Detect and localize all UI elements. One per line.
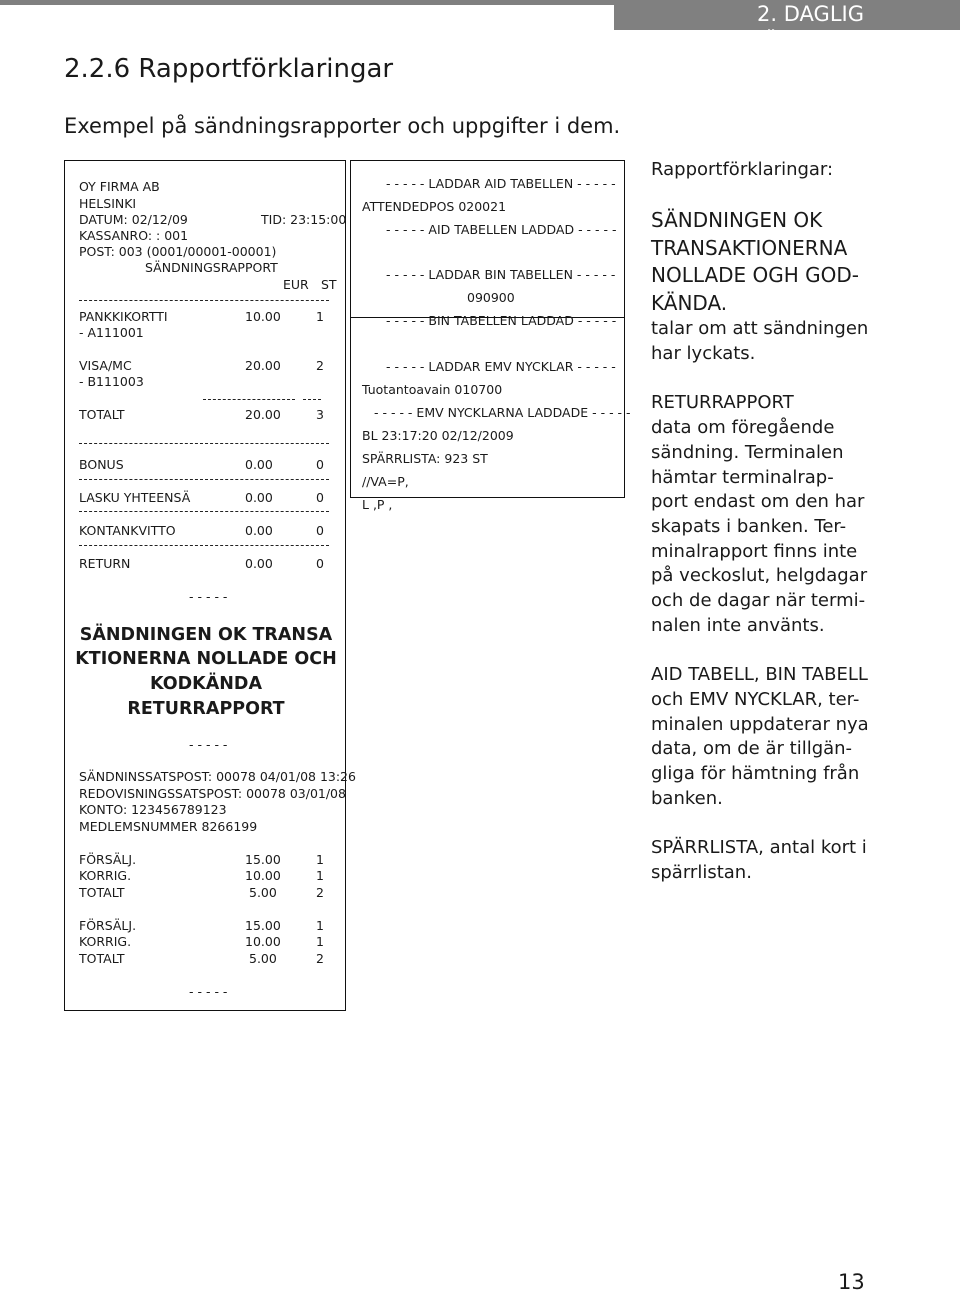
status-line: SÄNDNINGEN OK TRANSA <box>79 625 333 645</box>
explanation-line: på veckoslut, helgdagar <box>651 565 868 587</box>
separator <box>79 443 329 444</box>
bonus-label: BONUS <box>79 457 124 472</box>
receipt2-line: - - - - - EMV NYCKLARNA LADDADE - - - - - <box>374 405 631 420</box>
member-number: MEDLEMSNUMMER 8266199 <box>79 819 258 834</box>
explanation-line: minalen uppdaterar nya <box>651 713 869 735</box>
row-count: 2 <box>316 358 324 373</box>
row-sub: - B111003 <box>79 374 144 389</box>
receipt2-line: Tuotantoavain 010700 <box>362 382 503 397</box>
company-name: OY FIRMA AB <box>79 179 160 194</box>
date: DATUM: 02/12/09 <box>79 212 188 227</box>
explanations-title <box>651 158 891 183</box>
block-amount: 10.00 <box>245 868 281 883</box>
explanation-line: och EMV NYCKLAR, ter- <box>651 688 860 710</box>
separator <box>203 399 295 400</box>
report-explanations <box>651 158 891 910</box>
explanation-line: och de dagar när termi- <box>651 590 866 612</box>
return-label: RETURN <box>79 556 131 571</box>
chapter-title: 2. DAGLIG ANVÄNDNING <box>720 2 864 54</box>
col-st: ST <box>321 277 337 292</box>
explanation-line: port endast om den har <box>651 491 865 513</box>
receipt2-line: //VA=P, <box>362 474 409 489</box>
terminal-update-receipt-frame <box>350 160 625 498</box>
lasku-label: LASKU YHTEENSÄ <box>79 490 191 505</box>
bonus-count: 0 <box>316 457 324 472</box>
explanation-line: AID TABELL, BIN TABELL <box>651 664 868 686</box>
block-amount: 10.00 <box>245 934 281 949</box>
explanation-line: hämtar terminalrap- <box>651 466 834 488</box>
receipt2-line: BL 23:17:20 02/12/2009 <box>362 428 514 443</box>
explanation-tables <box>651 663 891 811</box>
return-count: 0 <box>316 556 324 571</box>
transmission-report-receipt <box>64 160 356 1011</box>
row-amount: 10.00 <box>245 309 281 324</box>
separator <box>79 511 329 512</box>
separator <box>79 479 329 480</box>
row-count: 1 <box>316 309 324 324</box>
city: HELSINKI <box>79 196 137 211</box>
explanation-heading-line: SÄNDNINGEN OK <box>651 208 823 233</box>
separator <box>303 399 321 400</box>
explanation-transmission-ok <box>651 207 891 317</box>
col-eur: EUR <box>283 277 309 292</box>
status-line: KODKÄNDA <box>150 674 262 694</box>
explanation-line: talar om att sändningen <box>651 318 869 340</box>
receipt2-line: - - - - - LADDAR EMV NYCKLAR - - - - - <box>386 359 616 374</box>
block-label: KORRIG. <box>79 868 132 883</box>
receipt2-line: - - - - - LADDAR AID TABELLEN - - - - - <box>386 176 616 191</box>
kontant-amount: 0.00 <box>245 523 273 538</box>
row-sub: - A111001 <box>79 325 144 340</box>
explanation-line: data om föregående <box>651 417 835 439</box>
bonus-amount: 0.00 <box>245 457 273 472</box>
send-batch-post: SÄNDNINSSATSPOST: 00078 04/01/08 13:26 <box>79 769 356 784</box>
explanation-line: minalrapport finns inte <box>651 540 858 562</box>
receipt2-line: - - - - - AID TABELLEN LADDAD - - - - - <box>386 222 617 237</box>
explanation-line: SPÄRRLISTA, antal kort i <box>651 837 867 859</box>
kontant-label: KONTANKVITTO <box>79 523 176 538</box>
register-number: KASSANRO: : 001 <box>79 228 189 243</box>
block-amount: 5.00 <box>249 951 277 966</box>
block-label: TOTALT <box>79 951 125 966</box>
dashes: - - - - - <box>189 984 228 999</box>
separator <box>79 300 329 301</box>
explanation-line: gliga för hämtning från <box>651 763 860 785</box>
block-count: 1 <box>316 852 324 867</box>
receipt2-line: SPÄRRLISTA: 923 ST <box>362 451 488 466</box>
block-count: 1 <box>316 918 324 933</box>
block-label: FÖRSÄLJ. <box>79 852 137 867</box>
block-count: 1 <box>316 868 324 883</box>
explanation-heading-line: KÄNDA. <box>651 290 728 315</box>
block-count: 1 <box>316 934 324 949</box>
explanation-transmission-ok-body <box>651 317 891 366</box>
receipt2-line: - - - - - BIN TABELLEN LADDAD - - - - - <box>386 313 617 328</box>
explanation-line: spärrlistan. <box>651 861 752 883</box>
explanation-heading-line: TRANSAKTIONERNA <box>651 235 848 260</box>
report-title: SÄNDNINGSRAPPORT <box>145 260 278 275</box>
separator <box>79 545 329 546</box>
block-count: 2 <box>316 951 324 966</box>
lasku-count: 0 <box>316 490 324 505</box>
status-line: KTIONERNA NOLLADE OCH <box>75 649 337 669</box>
page-number: 13 <box>838 1270 865 1294</box>
block-amount: 5.00 <box>249 885 277 900</box>
explanation-line: nalen inte använts. <box>651 614 825 636</box>
block-label: TOTALT <box>79 885 125 900</box>
time: TID: 23:15:00 <box>261 212 347 227</box>
return-amount: 0.00 <box>245 556 273 571</box>
block-label: KORRIG. <box>79 934 132 949</box>
total-label: TOTALT <box>79 407 125 422</box>
section-title: 2.2.6 Rapportförklaringar <box>64 54 394 84</box>
receipt2-line: 090900 <box>467 290 515 305</box>
dashes: - - - - - <box>189 737 228 752</box>
row-label: PANKKIKORTTI <box>79 309 168 324</box>
explanation-heading-line: NOLLADE OGH GOD- <box>651 263 860 288</box>
total-amount: 20.00 <box>245 407 281 422</box>
dashes: - - - - - <box>189 589 228 604</box>
receipt2-line: L ,P , <box>362 497 393 512</box>
explanation-line: data, om de är tillgän- <box>651 738 853 760</box>
receipt2-line: - - - - - LADDAR BIN TABELLEN - - - - - <box>386 267 616 282</box>
chapter-tab <box>614 0 960 54</box>
explanation-blocklist <box>651 836 891 885</box>
accounting-batch-post: REDOVISNINGSSATSPOST: 00078 03/01/08 <box>79 786 346 801</box>
post-number: POST: 003 (0001/00001-00001) <box>79 244 277 259</box>
explanation-return-report <box>651 391 891 638</box>
intro-text: Exempel på sändningsrapporter och uppgifter i dem. <box>64 114 621 138</box>
receipt2-line: ATTENDEDPOS 020021 <box>362 199 507 214</box>
row-amount: 20.00 <box>245 358 281 373</box>
explanation-line: RETURRAPPORT <box>651 392 794 414</box>
explanations-title-text: Rapportförklaringar: <box>651 159 834 180</box>
block-amount: 15.00 <box>245 918 281 933</box>
status-line: RETURRAPPORT <box>127 699 285 719</box>
explanation-line: skapats i banken. Ter- <box>651 516 847 537</box>
total-count: 3 <box>316 407 324 422</box>
row-label: VISA/MC <box>79 358 132 373</box>
lasku-amount: 0.00 <box>245 490 273 505</box>
explanation-line: har lyckats. <box>651 343 756 365</box>
block-count: 2 <box>316 885 324 900</box>
block-label: FÖRSÄLJ. <box>79 918 137 933</box>
block-amount: 15.00 <box>245 852 281 867</box>
kontant-count: 0 <box>316 523 324 538</box>
explanation-line: sändning. Terminalen <box>651 441 844 463</box>
explanation-line: banken. <box>651 787 723 809</box>
account-number: KONTO: 123456789123 <box>79 802 227 817</box>
